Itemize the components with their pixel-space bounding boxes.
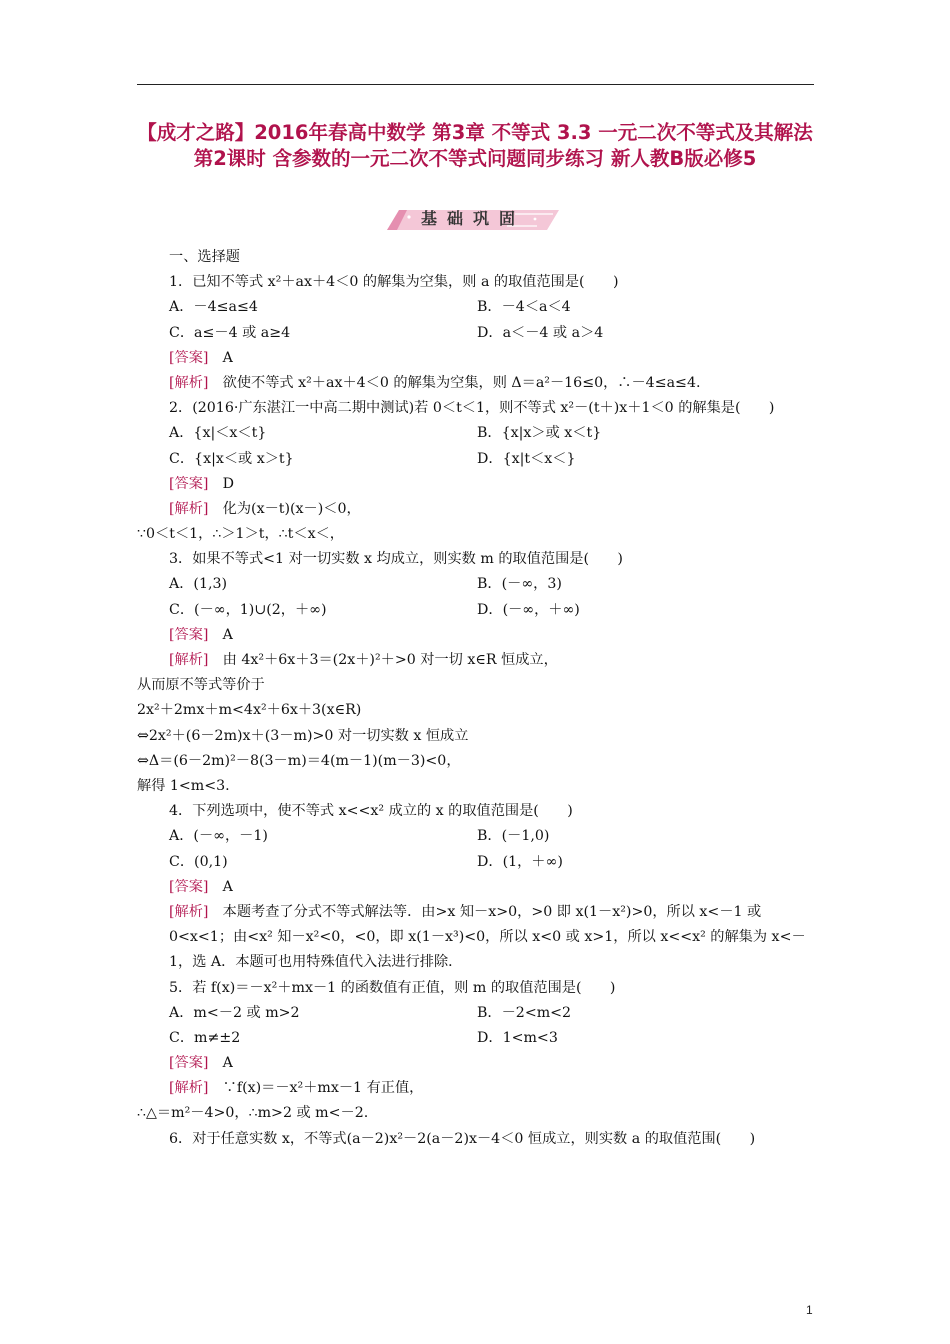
q3-analysis-l3: 2x²＋2mx＋m<4x²＋6x＋3(x∈R)	[137, 702, 362, 719]
q3-options-ab	[137, 572, 817, 597]
q1-option-c: C．a≤－4 或 a≥4	[169, 324, 291, 341]
analysis-tag: [解析]	[169, 500, 209, 517]
q4-option-b: B．(－1,0)	[477, 828, 550, 845]
q3-answer	[137, 623, 817, 648]
answer-tag: [答案]	[169, 626, 209, 643]
q5-options-ab	[137, 1001, 817, 1026]
q2-answer-value: D	[222, 475, 235, 492]
q2-analysis-line2: ∵0＜t＜1，∴＞1＞t，∴t＜x＜，	[137, 526, 344, 543]
q3-option-b: B．(－∞，3)	[477, 576, 562, 593]
q3-option-d: D．(－∞，＋∞)	[477, 601, 580, 618]
q5-analysis-line2: ∴△＝m²－4>0，∴m>2 或 m<－2.	[137, 1105, 369, 1122]
q3-analysis-l6: 解得 1<m<3.	[137, 777, 230, 794]
q5-option-b: B．－2<m<2	[477, 1004, 572, 1021]
q6-stem: 6．对于任意实数 x，不等式(a－2)x²－2(a－2)x－4＜0 恒成立，则实数 a 的取值范围( )	[169, 1130, 756, 1147]
banner-label: 基础巩固	[420, 209, 525, 228]
q4-stem: 4．下列选项中，使不等式 x<<x² 成立的 x 的取值范围是( )	[169, 803, 573, 820]
q3-analysis-l5: ⇔Δ＝(6－2m)²－8(3－m)＝4(m－1)(m－3)<0，	[137, 752, 461, 769]
q1-options-ab	[137, 295, 817, 320]
answer-tag: [答案]	[169, 878, 209, 895]
q2-stem: 2．(2016·广东湛江一中高二期中测试)若 0＜t＜1，则不等式 x²－(t＋)x＋1＜0 的解集是( )	[169, 400, 775, 417]
q1-option-d: D．a＜－4 或 a＞4	[477, 324, 604, 341]
q4-analysis	[137, 900, 817, 976]
q3-analysis-l4: ⇔2x²＋(6－2m)x＋(3－m)>0 对一切实数 x 恒成立	[137, 727, 469, 744]
analysis-tag: [解析]	[169, 374, 209, 391]
q5-answer-value: A	[222, 1055, 233, 1072]
q3-options-cd	[137, 598, 817, 623]
q4-option-d: D．(1，＋∞)	[477, 853, 563, 870]
q4-analysis-text: 本题考查了分式不等式解法等．由>x 知－x>0，>0 即 x(1－x²)>0，所以 x<－1 或 0<x<1；由<x² 知－x²<0，<0，即 x(1－x³)<0，所以 x<0 或 x>1，所以 x<<x² 的解集为 x<－1，选 A．本题可也用特殊值代入法进行排除．	[169, 903, 806, 971]
q2-options-ab	[137, 421, 817, 446]
q1-option-a: A．－4≤a≤4	[169, 299, 258, 316]
q2-option-d: D．{x|t＜x＜}	[477, 450, 576, 467]
q3-stem: 3．如果不等式<1 对一切实数 x 均成立，则实数 m 的取值范围是( )	[169, 551, 623, 568]
analysis-tag: [解析]	[169, 652, 209, 669]
q1-answer-value: A	[222, 349, 233, 366]
q1-stem: 1．已知不等式 x²＋ax＋4＜0 的解集为空集，则 a 的取值范围是( )	[169, 274, 619, 291]
answer-tag: [答案]	[169, 475, 209, 492]
q4-options-ab	[137, 824, 817, 849]
answer-tag: [答案]	[169, 349, 209, 366]
q3-answer-value: A	[222, 626, 233, 643]
q5-option-c: C．m≠±2	[169, 1029, 241, 1046]
q5-analysis-text: ∵f(x)＝－x²＋mx－1 有正值，	[222, 1080, 424, 1097]
section-banner	[387, 207, 559, 233]
q5-stem: 5．若 f(x)＝－x²＋mx－1 的函数值有正值，则 m 的取值范围是( )	[169, 979, 616, 996]
q1-analysis	[137, 371, 817, 396]
q1-analysis-text: 欲使不等式 x²＋ax＋4＜0 的解集为空集，则 Δ＝a²－16≤0，∴－4≤a≤4.	[222, 374, 701, 391]
q2-option-a: A．{x|＜x＜t}	[169, 425, 267, 442]
q3-analysis	[137, 648, 817, 673]
answer-tag: [答案]	[169, 1055, 209, 1072]
q2-answer	[137, 472, 817, 497]
q5-analysis	[137, 1076, 817, 1101]
q3-analysis-text: 由 4x²＋6x＋3＝(2x＋)²＋>0 对一切 x∈R 恒成立，	[222, 652, 558, 669]
q3-option-c: C．(－∞，1)∪(2，＋∞)	[169, 601, 327, 618]
q4-option-c: C．(0,1)	[169, 853, 228, 870]
q2-options-cd	[137, 447, 817, 472]
q5-answer	[137, 1051, 817, 1076]
q4-answer	[137, 875, 817, 900]
header-rule	[137, 84, 814, 85]
q4-answer-value: A	[222, 878, 233, 895]
analysis-tag: [解析]	[169, 903, 209, 920]
q2-option-c: C．{x|x＜或 x＞t}	[169, 450, 294, 467]
document-title: 【成才之路】2016年春高中数学 第3章 不等式 3.3 一元二次不等式及其解法 第2课时 含参数的一元二次不等式问题同步练习 新人教B版必修5	[137, 121, 813, 170]
q4-option-a: A．(－∞，－1)	[169, 828, 268, 845]
analysis-tag: [解析]	[169, 1080, 209, 1097]
section-heading: 一、选择题	[169, 249, 240, 265]
question-content	[137, 245, 817, 1152]
q5-options-cd	[137, 1026, 817, 1051]
q2-option-b: B．{x|x＞或 x＜t}	[477, 425, 602, 442]
q3-analysis-l2: 从而原不等式等价于	[137, 677, 265, 694]
q1-option-b: B．－4＜a＜4	[477, 299, 571, 316]
q1-options-cd	[137, 321, 817, 346]
q2-analysis-text: 化为(x－t)(x－)＜0，	[222, 500, 361, 517]
q2-analysis	[137, 497, 817, 522]
q5-option-d: D．1<m<3	[477, 1029, 558, 1046]
q4-options-cd	[137, 850, 817, 875]
q5-option-a: A．m<－2 或 m>2	[169, 1004, 300, 1021]
q1-answer	[137, 346, 817, 371]
page-number: 1	[806, 1303, 813, 1317]
q3-option-a: A．(1,3)	[169, 576, 228, 593]
